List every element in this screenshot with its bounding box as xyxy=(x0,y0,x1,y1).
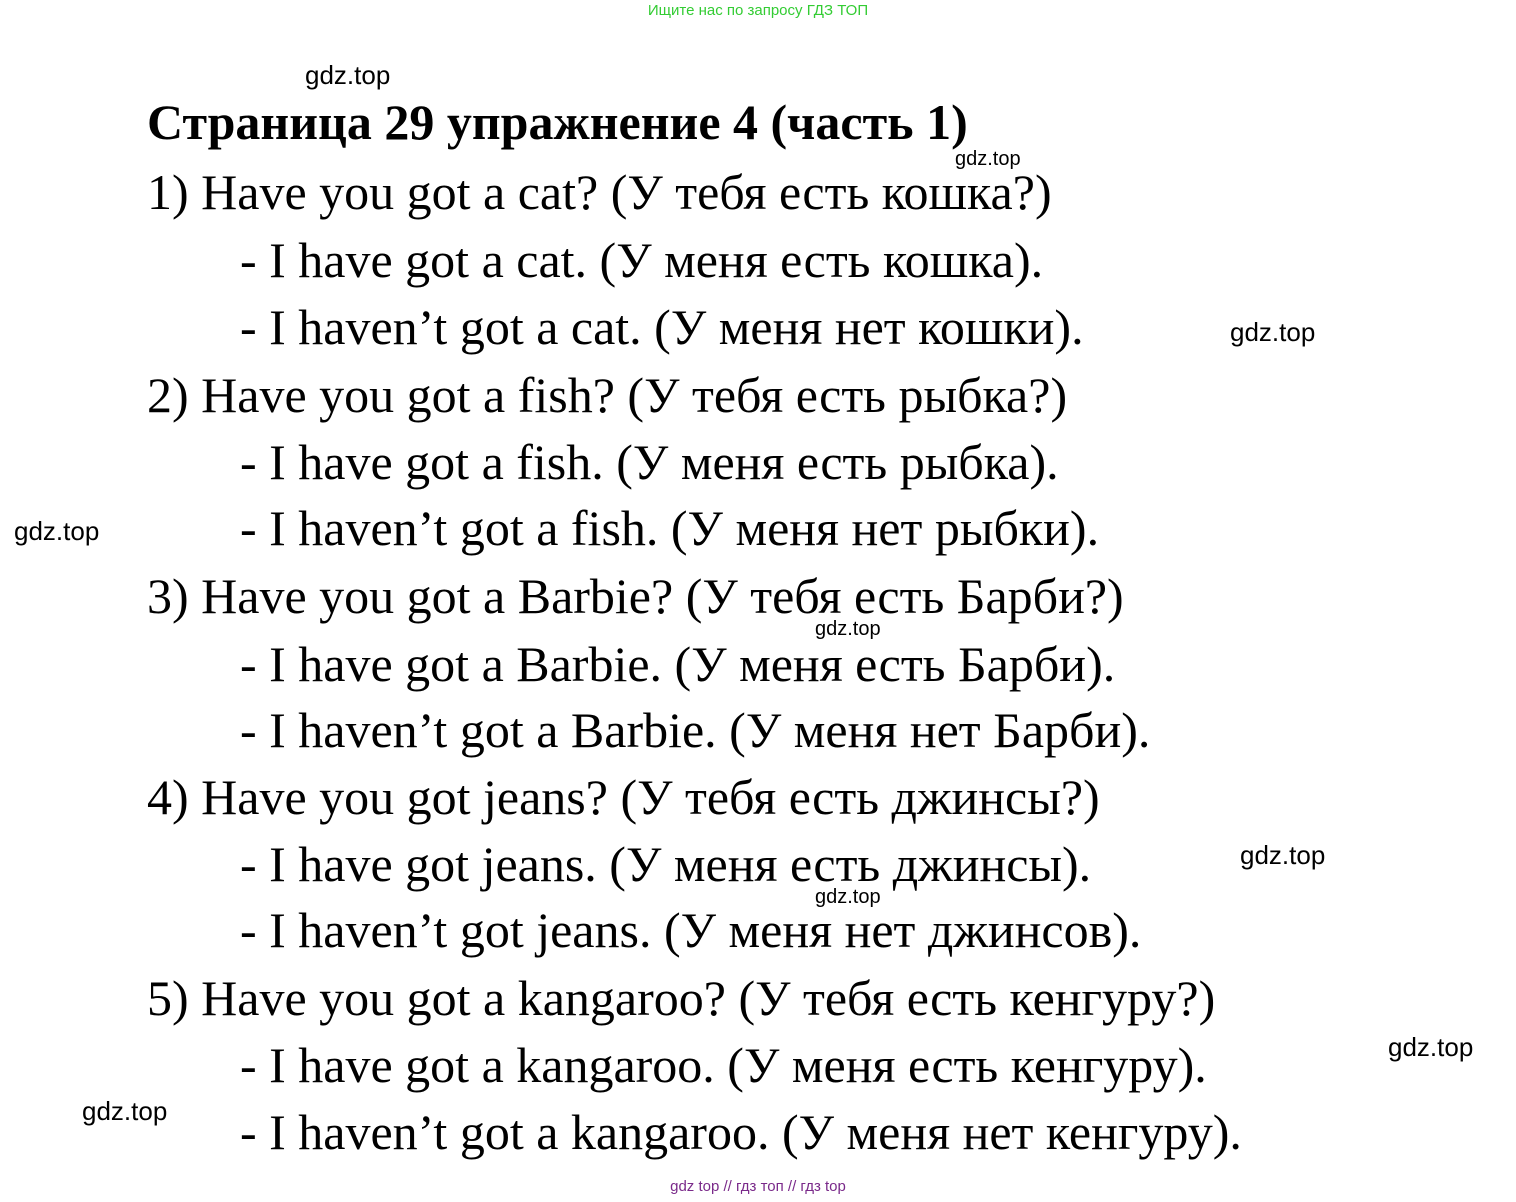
question-1: 1) Have you got a cat? (У тебя есть кошка?) xyxy=(147,164,1052,220)
top-banner: Ищите нас по запросу ГДЗ ТОП xyxy=(647,2,869,19)
answer-yes-1: - I have got a cat. (У меня есть кошка). xyxy=(240,232,1044,288)
answer-yes-2: - I have got a fish. (У меня есть рыбка). xyxy=(240,434,1059,490)
answer-no-4: - I haven’t got jeans. (У меня нет джинсов). xyxy=(240,902,1142,958)
question-3: 3) Have you got a Barbie? (У тебя есть Барби?) xyxy=(147,568,1124,624)
answer-yes-5: - I have got a kangaroo. (У меня есть кенгуру). xyxy=(240,1037,1207,1093)
watermark: gdz.top xyxy=(955,148,1021,170)
watermark: gdz.top xyxy=(82,1096,168,1126)
question-5: 5) Have you got a kangaroo? (У тебя есть кенгуру?) xyxy=(147,970,1216,1026)
watermark: gdz.top xyxy=(815,618,881,640)
page-title: Страница 29 упражнение 4 (часть 1) xyxy=(147,94,968,150)
watermark: gdz.top xyxy=(305,60,391,90)
question-4: 4) Have you got jeans? (У тебя есть джинсы?) xyxy=(147,769,1100,825)
answer-no-1: - I haven’t got a cat. (У меня нет кошки). xyxy=(240,299,1084,355)
watermark: gdz.top xyxy=(815,886,881,908)
answer-yes-4: - I have got jeans. (У меня есть джинсы). xyxy=(240,836,1092,892)
footer: gdz top // гдз топ // гдз top xyxy=(670,1178,846,1195)
answer-no-3: - I haven’t got a Barbie. (У меня нет Барби). xyxy=(240,702,1151,758)
watermark: gdz.top xyxy=(14,516,100,546)
answer-no-5: - I haven’t got a kangaroo. (У меня нет кенгуру). xyxy=(240,1104,1242,1160)
watermark: gdz.top xyxy=(1230,317,1316,347)
watermark: gdz.top xyxy=(1388,1032,1474,1062)
question-2: 2) Have you got a fish? (У тебя есть рыбка?) xyxy=(147,367,1068,423)
answer-no-2: - I haven’t got a fish. (У меня нет рыбки). xyxy=(240,500,1100,556)
answer-yes-3: - I have got a Barbie. (У меня есть Барби). xyxy=(240,636,1116,692)
watermark: gdz.top xyxy=(1240,840,1326,870)
